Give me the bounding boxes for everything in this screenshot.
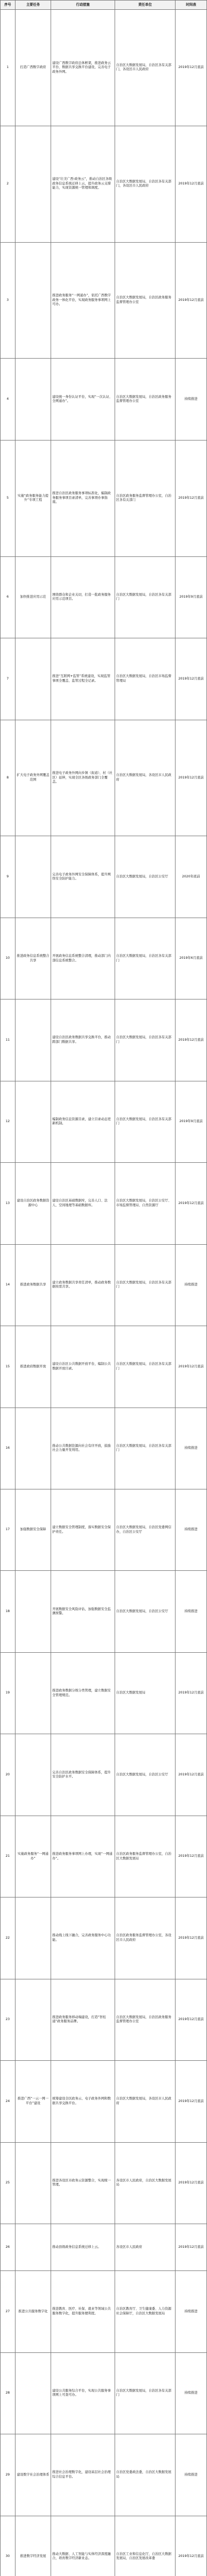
cell-task: 加快推进应用示范 <box>15 556 51 638</box>
header-no: 序号 <box>1 1 15 10</box>
cell-time: 2020年底前 <box>176 836 207 918</box>
cell-time: 2019年12月底前 <box>176 1652 207 1734</box>
cell-unit: 自治区大数据发展局，自治区各有关部门 <box>115 1244 175 1326</box>
cell-time: 持续推进 <box>176 359 207 440</box>
cell-measure: 建设自治区基础数据库，完善人口、法人、空间地理等基础数据库。 <box>51 1163 115 1244</box>
cell-measure: 推进“互联网+监管”系统建设，实现监管事项全覆盖、监管过程全记录。 <box>51 638 115 720</box>
cell-unit: 自治区大数据发展局，自治区各有关部门 <box>115 1326 175 1408</box>
cell-task: 建设自治区政务数据资源中心 <box>15 1163 51 1244</box>
cell-time: 2019年9月底前 <box>176 556 207 638</box>
cell-time: 2019年12月底前 <box>176 2061 207 2142</box>
cell-time: 2019年12月底前 <box>176 440 207 556</box>
table-row <box>1 638 207 720</box>
table-row <box>1 242 207 359</box>
table-row <box>1 2271 207 2352</box>
cell-task: 实施“政务服务能力提升”专项工程 <box>15 440 51 556</box>
table-row <box>1 2352 207 2434</box>
cell-time: 2019年12月底前 <box>176 720 207 836</box>
cell-measure: 建设自治区公共数据开放平台，编制公共数据开放目录。 <box>51 1326 115 1408</box>
cell-no: 14 <box>1 1244 15 1326</box>
cell-unit: 自治区党委政法委，自治区大数据发展局 <box>115 2434 175 2516</box>
cell-no: 17 <box>1 1489 15 1570</box>
cell-no: 30 <box>1 2516 15 2576</box>
cell-no: 11 <box>1 999 15 1081</box>
cell-measure: 统筹建设全区政务云、电子政务外网和数据共享交换平台。 <box>51 2061 115 2142</box>
cell-unit: 自治区大数据发展局，自治区各有关部门，各设区市人民政府 <box>115 126 175 242</box>
cell-no: 10 <box>1 918 15 999</box>
cell-task <box>15 1571 51 1652</box>
cell-no: 29 <box>1 2434 15 2516</box>
cell-unit: 自治区大数据发展局，自治区政务服务监督管理办公室 <box>115 1979 175 2060</box>
cell-measure: 推动大数据、人工智能与实体经济深度融合，培育数字经济新业态。 <box>51 2516 115 2576</box>
table-row <box>1 1408 207 1489</box>
cell-task: 推进政务信息系统整合共享 <box>15 918 51 999</box>
cell-no: 8 <box>1 720 15 836</box>
cell-no: 6 <box>1 556 15 638</box>
cell-time: 2019年12月底前 <box>176 1734 207 1816</box>
cell-time: 持续推进 <box>176 1408 207 1489</box>
header-time: 时间表 <box>176 1 207 10</box>
cell-measure: 推动公共数据资源向社会有序开放，鼓励社会力量开发利用。 <box>51 1408 115 1489</box>
cell-time: 2019年12月底前 <box>176 10 207 126</box>
cell-unit: 自治区大数据发展局 <box>115 1652 175 1734</box>
cell-unit: 自治区大数据发展局，各设区市人民政府 <box>115 2061 175 2142</box>
cell-measure: 编制政务信息资源目录，建立目录动态更新机制。 <box>51 1081 115 1162</box>
cell-measure: 建设统一身份认证平台，实现“一次认证、全网通办”。 <box>51 359 115 440</box>
cell-measure: 建设自治区政务数据共享交换平台，推动跨部门数据共享。 <box>51 999 115 1081</box>
cell-task: 推进政府数据开放 <box>15 1326 51 1408</box>
cell-no: 19 <box>1 1652 15 1734</box>
cell-time: 2019年12月底前 <box>176 1816 207 1897</box>
table-row <box>1 126 207 242</box>
cell-measure: 完善自治区政务数据安全保障体系，提升安全防护水平。 <box>51 1734 115 1816</box>
cell-time: 2019年12月底前 <box>176 126 207 242</box>
table-row <box>1 10 207 126</box>
cell-measure: 推进政务数据分级分类管理，建立数据安全管理规范。 <box>51 1652 115 1734</box>
cell-measure: 推进政务服务“一网通办”，依托广西数字政务一体化平台，实现政务服务事项网上可办。 <box>51 242 115 359</box>
cell-measure: 推进电子政务外网向乡镇（街道）、村（社区）延伸，实现全区各级政务部门全覆盖。 <box>51 720 115 836</box>
table-row <box>1 720 207 836</box>
cell-task <box>15 126 51 242</box>
table-row <box>1 2142 207 2224</box>
cell-measure: 推进自治区政务服务事项标准化，编制政务服务事项目录清单，完善事项办事指南。 <box>51 440 115 556</box>
cell-measure: 开展政务信息系统整合清理，推动部门内部信息系统整合。 <box>51 918 115 999</box>
cell-measure: 建立政务数据共享责任清单，推动政务数据按需共享。 <box>51 1244 115 1326</box>
table-row <box>1 1979 207 2060</box>
cell-measure: 开展数据安全风险评估，加强数据安全监测预警。 <box>51 1571 115 1652</box>
cell-no: 24 <box>1 2061 15 2142</box>
cell-unit: 自治区大数据发展局，自治区公安厅 <box>115 1734 175 1816</box>
cell-unit: 自治区大数据发展局，自治区各有关部门 <box>115 1081 175 1162</box>
cell-no: 1 <box>1 10 15 126</box>
cell-unit: 自治区教育厅、卫生健康委、人力资源社会保障厅，自治区大数据发展局 <box>115 2271 175 2352</box>
cell-unit: 自治区大数据发展局，自治区各有关部门，各设区市人民政府 <box>115 10 175 126</box>
cell-no: 21 <box>1 1816 15 1897</box>
cell-measure: 推动线上线下融合，完善政务服务中心功能。 <box>51 1897 115 1979</box>
cell-task <box>15 836 51 918</box>
cell-time: 2019年12月底前 <box>176 638 207 720</box>
cell-time: 2019年9月底前 <box>176 1081 207 1162</box>
cell-task <box>15 1897 51 1979</box>
cell-time: 2019年12月底前 <box>176 1326 207 1408</box>
cell-unit: 自治区大数据发展局，自治区各有关部门 <box>115 556 175 638</box>
cell-task: 建设数字社会治理体系 <box>15 2434 51 2516</box>
cell-task: 推进政务数据共享 <box>15 1244 51 1326</box>
cell-no: 20 <box>1 1734 15 1816</box>
cell-no: 13 <box>1 1163 15 1244</box>
table-row <box>1 1897 207 1979</box>
cell-time: 持续推进 <box>176 1489 207 1570</box>
cell-task <box>15 242 51 359</box>
cell-unit: 自治区大数据发展局，各设区市人民政府 <box>115 720 175 836</box>
cell-measure: 建设“壮美广西·政务云”，推动自治区各级政务信息系统迁移上云，提升政务云支撑能力，实现资源统一管理和调度。 <box>51 126 115 242</box>
cell-no: 5 <box>1 440 15 556</box>
cell-no: 9 <box>1 836 15 918</box>
cell-unit: 自治区工业和信息化厅，自治区大数据发展局，自治区发展改革委 <box>115 2516 175 2576</box>
cell-task <box>15 2352 51 2434</box>
cell-task: 实施政务服务“一网通办” <box>15 1816 51 1897</box>
cell-time: 2019年12月底前 <box>176 2224 207 2271</box>
cell-no: 7 <box>1 638 15 720</box>
table-row <box>1 1489 207 1570</box>
cell-no: 22 <box>1 1897 15 1979</box>
cell-time: 持续推进 <box>176 2271 207 2352</box>
cell-unit: 自治区大数据发展局，自治区党委网信办，自治区公安厅 <box>115 1489 175 1570</box>
cell-measure: 推动县级政务信息系统迁移上云。 <box>51 2224 115 2271</box>
cell-measure: 建设公共服务综合平台，实现公共服务事项网上可查可办。 <box>51 2352 115 2434</box>
cell-measure: 推进教育、医疗、社保、就业等领域公共服务数字化，提升服务便利度。 <box>51 2271 115 2352</box>
cell-time: 持续推进 <box>176 1244 207 1326</box>
cell-time: 持续推进 <box>176 2434 207 2516</box>
cell-measure: 推进政务服务移动端建设，打造“智桂通”政务服务品牌。 <box>51 1979 115 2060</box>
cell-measure: 建立数据安全管理制度，落实数据安全保护责任。 <box>51 1489 115 1570</box>
table-row <box>1 440 207 556</box>
table-row <box>1 1816 207 1897</box>
table-row <box>1 1571 207 1652</box>
cell-task: 打造广西数字政府 <box>15 10 51 126</box>
cell-task: 推进数字经济发展 <box>15 2516 51 2576</box>
cell-no: 23 <box>1 1979 15 2060</box>
cell-unit: 自治区政务服务监督管理办公室，各设区市人民政府 <box>115 1897 175 1979</box>
cell-no: 26 <box>1 2224 15 2271</box>
cell-no: 27 <box>1 2271 15 2352</box>
cell-unit: 各设区市人民政府 <box>115 2224 175 2271</box>
cell-measure: 围绕群众和企业关切，打造一批政务服务应用示范项目。 <box>51 556 115 638</box>
cell-no: 16 <box>1 1408 15 1489</box>
table-row <box>1 359 207 440</box>
cell-task: 加强数据安全保障 <box>15 1489 51 1570</box>
cell-task <box>15 359 51 440</box>
cell-time: 2019年12月底前 <box>176 1163 207 1244</box>
cell-task: 推进广西“一云一网一平台”建设 <box>15 2061 51 2142</box>
cell-task <box>15 1408 51 1489</box>
cell-unit: 自治区大数据发展局，自治区各有关部门 <box>115 999 175 1081</box>
table-row <box>1 2434 207 2516</box>
table-row <box>1 1244 207 1326</box>
cell-no: 18 <box>1 1571 15 1652</box>
cell-time: 2019年12月底前 <box>176 1979 207 2060</box>
table-row <box>1 1734 207 1816</box>
cell-task <box>15 1979 51 2060</box>
cell-unit: 自治区大数据发展局，自治区公安厅 <box>115 1571 175 1652</box>
cell-unit: 自治区大数据发展局，自治区公安厅 <box>115 836 175 918</box>
cell-no: 25 <box>1 2142 15 2224</box>
cell-unit: 自治区大数据发展局，自治区市场监督管理局 <box>115 638 175 720</box>
header-measure: 行动措施 <box>51 1 115 10</box>
cell-no: 2 <box>1 126 15 242</box>
cell-unit: 自治区大数据发展局，自治区各有关部门 <box>115 918 175 999</box>
cell-unit: 自治区大数据发展局，自治区各有关部门 <box>115 2352 175 2434</box>
table-row <box>1 1652 207 1734</box>
cell-measure: 完善电子政务外网安全保障体系，提升网络安全防护能力。 <box>51 836 115 918</box>
cell-task: 推进公共服务数字化 <box>15 2271 51 2352</box>
cell-unit: 自治区大数据发展局，自治区各有关部门 <box>115 1408 175 1489</box>
cell-measure: 推进各设区市政务云资源整合，实现统一管理。 <box>51 2142 115 2224</box>
cell-task <box>15 1652 51 1734</box>
cell-task <box>15 638 51 720</box>
cell-time: 持续推进 <box>176 2352 207 2434</box>
cell-task <box>15 2142 51 2224</box>
table-row <box>1 2224 207 2271</box>
table-row <box>1 918 207 999</box>
cell-time: 2019年12月底前 <box>176 999 207 1081</box>
table-row <box>1 1326 207 1408</box>
table-row <box>1 999 207 1081</box>
cell-task: 扩大电子政务外网覆盖范围 <box>15 720 51 836</box>
cell-measure: 推进社会治理数字化，建设基层社会治理综合信息平台。 <box>51 2434 115 2516</box>
cell-time: 2019年12月底前 <box>176 1897 207 1979</box>
header-unit: 责任单位 <box>115 1 175 10</box>
cell-no: 15 <box>1 1326 15 1408</box>
table-row <box>1 2061 207 2142</box>
header-task: 主要任务 <box>15 1 51 10</box>
cell-unit: 自治区大数据发展局，自治区政务服务监督管理办公室 <box>115 359 175 440</box>
cell-no: 28 <box>1 2352 15 2434</box>
cell-time: 2019年12月底前 <box>176 2516 207 2576</box>
cell-task <box>15 999 51 1081</box>
cell-time: 2019年12月底前 <box>176 2142 207 2224</box>
cell-unit: 自治区政务服务监督管理办公室，自治区大数据发展局 <box>115 1816 175 1897</box>
cell-measure: 推进政务服务事项网上办理，实现“一网通办”。 <box>51 1816 115 1897</box>
table-row <box>1 1163 207 1244</box>
table-row <box>1 1081 207 1162</box>
cell-unit: 自治区政务服务监督管理办公室，自治区各有关部门 <box>115 440 175 556</box>
cell-no: 4 <box>1 359 15 440</box>
cell-no: 12 <box>1 1081 15 1162</box>
table-row <box>1 556 207 638</box>
cell-task <box>15 1734 51 1816</box>
cell-time: 2019年12月底前 <box>176 242 207 359</box>
table-row <box>1 2516 207 2576</box>
cell-no: 3 <box>1 242 15 359</box>
cell-unit: 自治区大数据发展局，自治区政务服务监督管理办公室 <box>115 242 175 359</box>
table-row <box>1 836 207 918</box>
cell-task <box>15 2224 51 2271</box>
cell-unit: 自治区大数据发展局，自治区公安厅、市场监督管理局、自然资源厅 <box>115 1163 175 1244</box>
cell-measure: 建设广西数字政府总体框架，推进政务云平台、数据共享交换平台建设，完善电子政务外网。 <box>51 10 115 126</box>
cell-unit: 各设区市人民政府，自治区大数据发展局 <box>115 2142 175 2224</box>
cell-time: 2019年6月底前 <box>176 918 207 999</box>
header-row <box>1 1 207 10</box>
cell-task <box>15 1081 51 1162</box>
cell-time: 持续推进 <box>176 1571 207 1652</box>
